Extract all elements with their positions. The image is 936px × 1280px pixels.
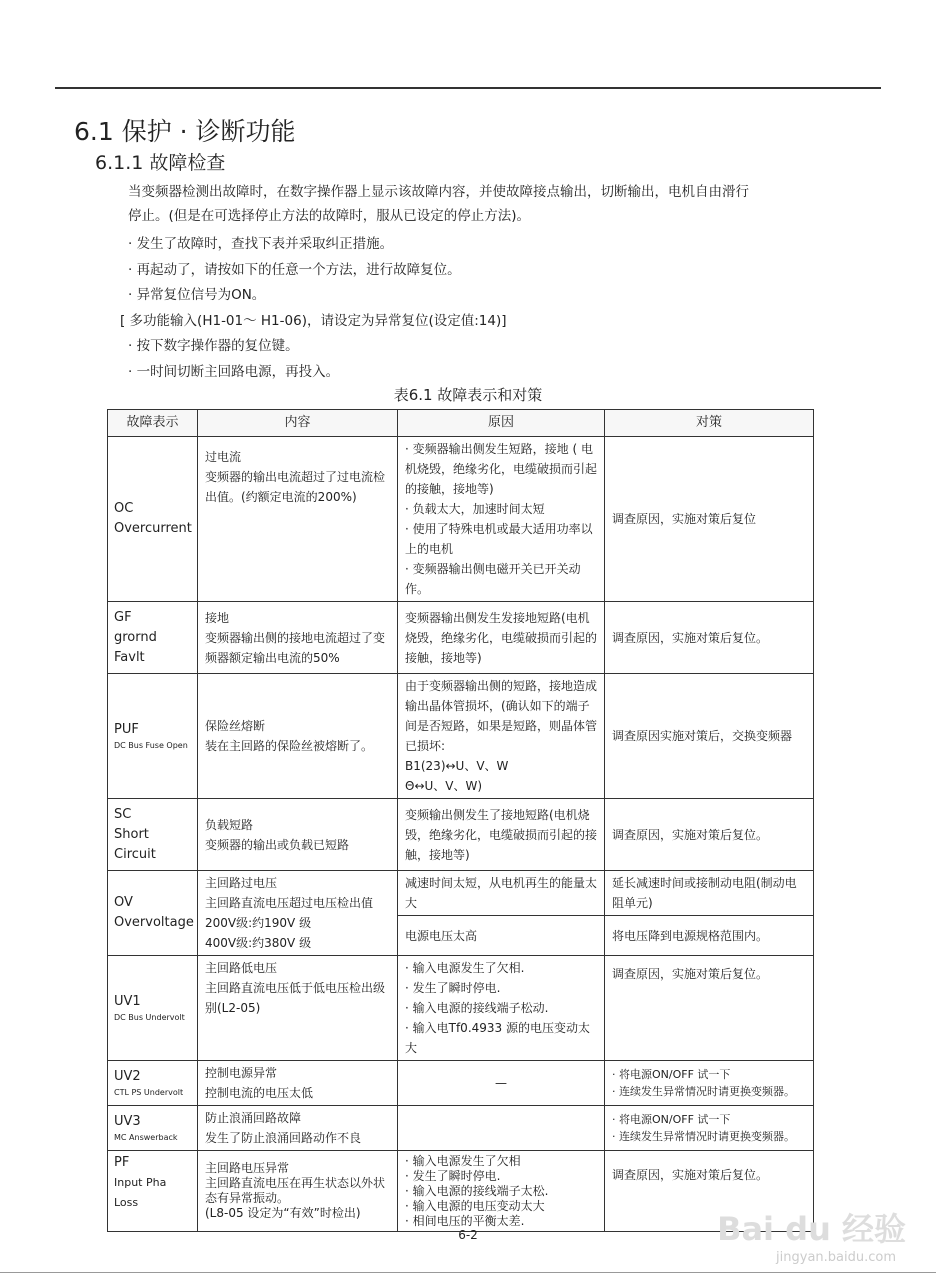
table-row	[108, 1061, 814, 1106]
fault-action: 调查原因，实施对策后复位。	[605, 799, 814, 871]
table-row	[108, 674, 814, 799]
fault-cause: · 输入电源发生了欠相. · 发生了瞬时停电. · 输入电源的接线端子松动. · 输入电Tf0.4933 源的电压变动太大	[398, 956, 605, 1061]
fault-cause: 变频器输出侧发生发接地短路(电机烧毁，绝缘劣化，电缆破损而引起的接触，接地等)	[398, 602, 605, 674]
header-cell: 故障表示	[108, 410, 198, 437]
table-row	[108, 1106, 814, 1151]
fault-cause: · 输入电源发生了欠相 · 发生了瞬时停电. · 输入电源的接线端子太松. · 输入电源的电压变动太大 · 相间电压的平衡太差.	[398, 1151, 605, 1232]
fault-action: · 将电源ON/OFF 试一下 · 连续发生异常情况时请更换变频器。	[605, 1106, 814, 1151]
footer-rule	[0, 1272, 936, 1273]
table-row	[108, 871, 814, 916]
bullet: · 再起动了，请按如下的任意一个方法，进行故障复位。	[128, 261, 461, 278]
fault-code: PF Input Pha Loss	[108, 1151, 198, 1232]
fault-code: UV2 CTL PS Undervolt	[108, 1061, 198, 1106]
table-row	[108, 602, 814, 674]
table-caption: 表6.1 故障表示和对策	[393, 386, 543, 404]
bullet: · 按下数字操作器的复位键。	[128, 338, 299, 354]
fault-action: 将电压降到电源规格范围内。	[605, 916, 814, 956]
fault-code: OV Overvoltage	[108, 871, 198, 956]
fault-code: UV1 DC Bus Undervolt	[108, 956, 198, 1061]
fault-table	[107, 409, 814, 1232]
header-cell: 对策	[605, 410, 814, 437]
fault-cause: —	[398, 1061, 605, 1106]
table-row	[108, 956, 814, 1061]
header-cell: 原因	[398, 410, 605, 437]
fault-action: 调查原因，实施对策后复位。	[605, 1151, 814, 1232]
fault-content: 主回路过电压 主回路直流电压超过电压检出值 200V级:约190V 级 400V级:约380V 级	[198, 871, 398, 956]
fault-content: 主回路电压异常 主回路直流电压在再生状态以外状态有异常振动。 (L8-05 设定为“有效”时检出)	[198, 1151, 398, 1232]
table-row	[108, 1151, 814, 1232]
header-rule	[55, 87, 881, 89]
subsection-title: 6.1.1 故障检查	[95, 152, 226, 174]
table-row	[108, 437, 814, 602]
fault-action: 调查原因，实施对策后复位	[605, 437, 814, 602]
fault-cause: 减速时间太短，从电机再生的能量太大	[398, 871, 605, 916]
fault-code: UV3 MC Answerback	[108, 1106, 198, 1151]
fault-cause	[398, 1106, 605, 1151]
bullet: · 异常复位信号为ON。	[128, 287, 266, 303]
fault-action: 调查原因，实施对策后复位。	[605, 602, 814, 674]
fault-action: 调查原因实施对策后，交换变频器	[605, 674, 814, 799]
fault-action: 延长减速时间或接制动电阻(制动电阻单元)	[605, 871, 814, 916]
bullet: [ 多功能输入(H1-01～ H1-06)，请设定为异常复位(设定值:14)]	[120, 312, 507, 329]
fault-content: 接地 变频器输出侧的接地电流超过了变频器额定输出电流的50%	[198, 602, 398, 674]
table-row	[108, 799, 814, 871]
fault-content: 控制电源异常 控制电流的电压太低	[198, 1061, 398, 1106]
fault-cause: 由于变频器输出侧的短路，接地造成输出晶体管损坏，(确认如下的端子间是否短路，如果是短路，则晶体管已损坏: B1(23)↔U、V、W Θ↔U、V、W)	[398, 674, 605, 799]
table-header	[108, 410, 814, 437]
fault-action: 调查原因，实施对策后复位。	[605, 956, 814, 1061]
fault-content: 负载短路 变频器的输出或负载已短路	[198, 799, 398, 871]
intro-line: 停止。(但是在可选择停止方法的故障时，服从已设定的停止方法)。	[128, 208, 531, 224]
fault-code: GF grornd Favlt	[108, 602, 198, 674]
intro-line: 当变频器检测出故障时，在数字操作器上显示该故障内容，并使故障接点输出，切断输出，电机自由滑行	[128, 184, 749, 200]
fault-content: 保险丝熔断 装在主回路的保险丝被熔断了。	[198, 674, 398, 799]
baidu-watermark-url: jingyan.baidu.com	[776, 1250, 896, 1265]
baidu-watermark-logo: Bai du 经验	[717, 1210, 906, 1248]
page-number: 6-2	[458, 1228, 478, 1242]
fault-cause: 电源电压太高	[398, 916, 605, 956]
header-cell: 内容	[198, 410, 398, 437]
fault-code: PUF DC Bus Fuse Open	[108, 674, 198, 799]
fault-content: 过电流 变频器的输出电流超过了过电流检出值。(约额定电流的200%)	[198, 437, 398, 602]
bullet: · 一时间切断主回路电源，再投入。	[128, 363, 340, 380]
section-title: 6.1 保护 · 诊断功能	[74, 117, 296, 146]
fault-cause: · 变频器输出侧发生短路，接地 ( 电机烧毁，绝缘劣化，电缆破损而引起的接触，接地等) · 负载太大，加速时间太短 · 使用了特殊电机或最大适用功率以上的电机 · 变频器输出侧电磁开关已开关动作。	[398, 437, 605, 602]
intro-paragraph	[128, 180, 818, 228]
fault-content: 防止浪涌回路故障 发生了防止浪涌回路动作不良	[198, 1106, 398, 1151]
fault-cause: 变频输出侧发生了接地短路(电机烧毁，绝缘劣化，电缆破损而引起的接触，接地等)	[398, 799, 605, 871]
fault-code: SC Short Circuit	[108, 799, 198, 871]
fault-action: · 将电源ON/OFF 试一下 · 连续发生异常情况时请更换变频器。	[605, 1061, 814, 1106]
bullet-list	[120, 232, 818, 385]
fault-code: OC Overcurrent	[108, 437, 198, 602]
bullet: · 发生了故障时，查找下表并采取纠正措施。	[128, 236, 394, 252]
fault-content: 主回路低电压 主回路直流电压低于低电压检出级别(L2-05)	[198, 956, 398, 1061]
